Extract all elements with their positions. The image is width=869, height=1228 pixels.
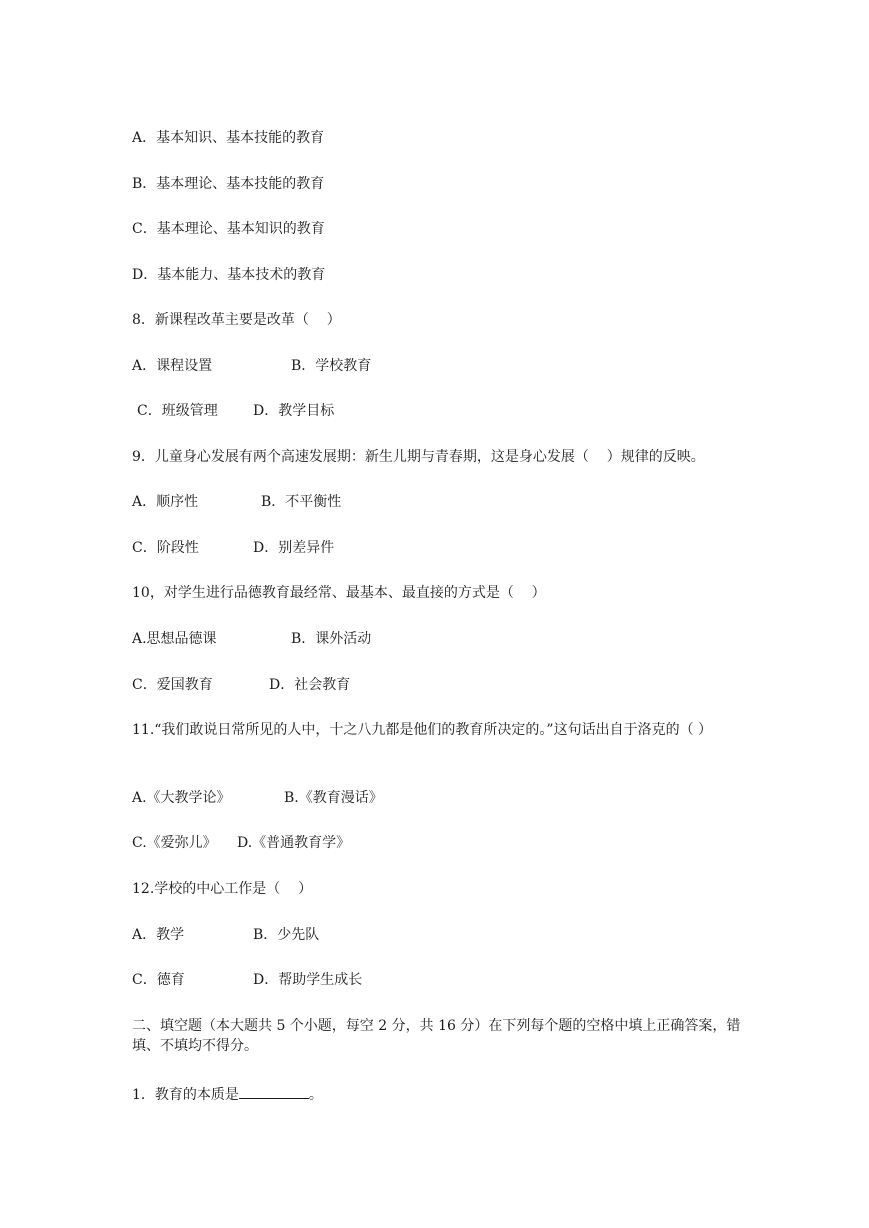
q9-options-row2	[132, 538, 334, 558]
q8-option-d: D．教学目标	[253, 403, 335, 419]
q7-option-c: C．基本理论、基本知识的教育	[132, 221, 325, 237]
question-8: 8．新课程改革主要是改革（ ）	[132, 312, 341, 328]
q10-option-d: D．社会教育	[269, 677, 351, 693]
q7-option-a: A．基本知识、基本技能的教育	[132, 130, 325, 146]
q12-option-b: B．少先队	[253, 927, 320, 943]
question-9: 9．儿童身心发展有两个高速发展期：新生儿期与青春期，这是身心发展（ ）规律的反映。	[132, 449, 705, 465]
q10-options-row2	[132, 675, 350, 695]
q7-option-b: B．基本理论、基本技能的教育	[132, 176, 325, 192]
section-2-heading: 二、填空题（本大题共 5 个小题，每空 2 分，共 16 分）在下列每个题的空格中填上正确答案，错填、不填均不得分。	[132, 1018, 741, 1054]
q11-options-row1	[132, 788, 383, 808]
q9-option-c: C．阶段性	[132, 540, 199, 556]
q10-options-row1	[132, 629, 371, 649]
q9-option-a: A．顺序性	[132, 494, 199, 510]
fill1-suffix: 。	[308, 1087, 323, 1103]
q11-option-a: A.《大教学论》	[132, 790, 231, 806]
question-10: 10，对学生进行品德教育最经常、最基本、最直接的方式是（ ）	[132, 585, 546, 601]
q11-option-d: D.《普通教育学》	[237, 835, 351, 851]
q8-options-row1	[132, 356, 371, 376]
q11-options-row2	[132, 833, 350, 853]
question-12: 12.学校的中心工作是（ ）	[132, 881, 313, 897]
q8-options-row2	[137, 401, 334, 421]
q12-option-c: C．德育	[132, 972, 185, 988]
q8-option-c: C．班级管理	[137, 403, 218, 419]
q12-option-d: D．帮助学生成长	[253, 972, 363, 988]
q12-option-a: A．教学	[132, 927, 185, 943]
answer-blank	[239, 1084, 309, 1099]
q12-options-row2	[132, 970, 362, 990]
q8-option-a: A．课程设置	[132, 358, 213, 374]
question-11: 11.“我们敢说日常所见的人中，十之八九都是他们的教育所决定的。”这句话出自于洛克的（ ）	[132, 722, 713, 738]
q10-option-a: A.思想品德课	[132, 631, 217, 647]
q12-options-row1	[132, 925, 319, 945]
q11-option-c: C.《爱弥儿》	[132, 835, 217, 851]
q10-option-c: C．爱国教育	[132, 677, 213, 693]
q9-option-b: B．不平衡性	[261, 494, 342, 510]
q7-option-d: D．基本能力、基本技术的教育	[132, 267, 326, 283]
q11-option-b: B.《教育漫话》	[284, 790, 383, 806]
fill-question-1	[132, 1084, 323, 1105]
fill1-text: 1．教育的本质是	[132, 1087, 239, 1103]
q9-options-row1	[132, 492, 341, 512]
q10-option-b: B．课外活动	[291, 631, 372, 647]
q8-option-b: B．学校教育	[291, 358, 372, 374]
q9-option-d: D．别差异件	[253, 540, 335, 556]
